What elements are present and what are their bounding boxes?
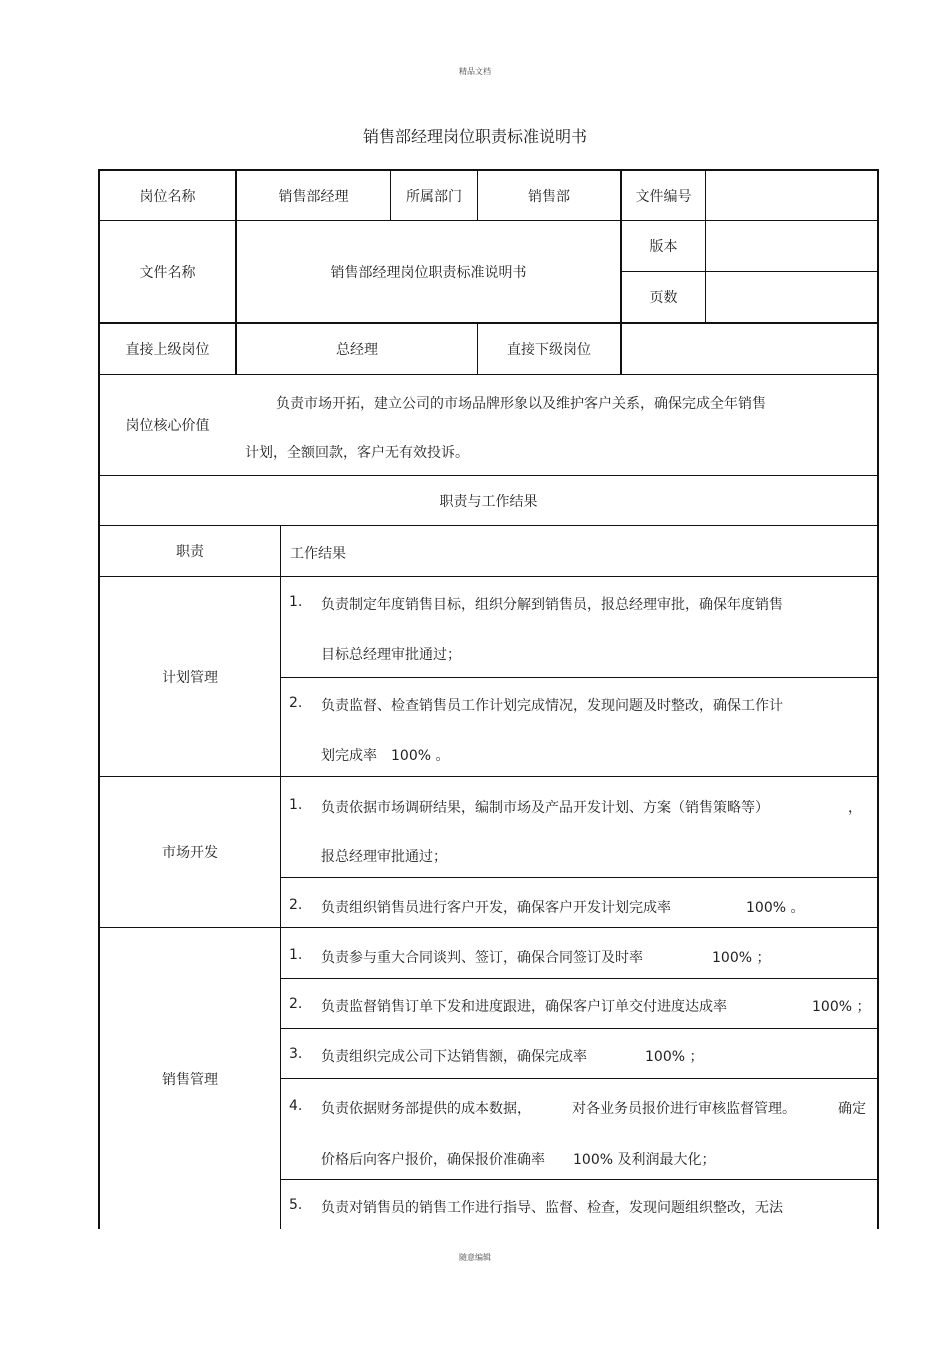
item-text-line-1: 负责参与重大合同谈判、签订，确保合同签订及时率: [321, 950, 643, 966]
duty-market-development: 市场开发: [162, 845, 218, 861]
core-value-label: 岗位核心价值: [125, 418, 210, 434]
item-text-line-2: 价格后向客户报价，确保报价准确率 100% 及利润最大化；: [321, 1152, 716, 1168]
item-number: 1.: [289, 797, 303, 813]
item-text-line-1: 负责制定年度销售目标，组织分解到销售员，报总经理审批，确保年度销售: [321, 597, 783, 613]
item-text-line-2: 报总经理审批通过；: [321, 849, 447, 865]
item-text-line-1: 负责监督、检查销售员工作计划完成情况，发现问题及时整改，确保工作计: [321, 698, 783, 714]
item-text-line-1: 负责组织完成公司下达销售额，确保完成率: [321, 1049, 587, 1065]
item-number: 5.: [289, 1197, 303, 1213]
item-text-line-1-end: ，: [848, 800, 862, 816]
header-note: 精品文档: [459, 67, 491, 76]
pages-label: 页数: [649, 290, 678, 306]
item-text-line-1-end: 100% ；: [812, 999, 871, 1015]
item-text-line-1-mid: 对各业务员报价进行审核监督管理。: [572, 1101, 796, 1117]
doc-name-label: 文件名称: [139, 264, 196, 281]
item-text-line-2: 目标总经理审批通过；: [321, 647, 461, 663]
item-text-line-1-end: 100% ；: [712, 950, 771, 966]
item-text-line-1: 负责依据财务部提供的成本数据，: [321, 1101, 531, 1117]
item-number: 1.: [289, 594, 303, 610]
item-text-line-1-end: 确定: [838, 1101, 866, 1117]
superior-label: 直接上级岗位: [125, 342, 210, 358]
version-value: [706, 221, 877, 271]
footer-note: 随意编辑: [459, 1253, 491, 1262]
item-text-line-1-end: 100% ；: [645, 1049, 704, 1065]
duty-column-header: 职责: [176, 544, 204, 560]
superior-value: 总经理: [336, 342, 378, 358]
item-number: 2.: [289, 996, 303, 1012]
position-value: 销售部经理: [278, 188, 349, 205]
subordinate-label: 直接下级岗位: [507, 342, 591, 358]
result-column-header: 工作结果: [290, 546, 346, 562]
doc-number-value: [706, 171, 877, 220]
document-title: 销售部经理岗位职责标准说明书: [362, 127, 587, 146]
item-text-line-2: 划完成率 100% 。: [321, 748, 450, 764]
item-text-line-1: 负责监督销售订单下发和进度跟进，确保客户订单交付进度达成率: [321, 999, 727, 1015]
item-number: 3.: [289, 1046, 303, 1062]
department-value: 销售部: [528, 188, 570, 205]
item-text-line-1: 负责组织销售员进行客户开发，确保客户开发计划完成率: [321, 900, 671, 916]
doc-name-value: 销售部经理岗位职责标准说明书: [330, 264, 527, 281]
department-label: 所属部门: [406, 188, 462, 205]
item-number: 2.: [289, 695, 303, 711]
item-text-line-1: 负责依据市场调研结果，编制市场及产品开发计划、方案（销售策略等）: [321, 800, 769, 816]
section-title: 职责与工作结果: [439, 493, 538, 510]
subordinate-value: [622, 324, 877, 374]
item-text-line-1-end: 100% 。: [746, 900, 805, 916]
duty-sales-management: 销售管理: [162, 1071, 218, 1088]
core-value-line-2: 计划，全额回款，客户无有效投诉。: [245, 445, 469, 461]
doc-number-label: 文件编号: [635, 188, 692, 205]
duty-plan-management: 计划管理: [162, 669, 218, 686]
item-number: 1.: [289, 947, 303, 963]
item-text-line-1: 负责对销售员的销售工作进行指导、监督、检查，发现问题组织整改，无法: [321, 1200, 783, 1216]
core-value-line-1: 负责市场开拓，建立公司的市场品牌形象以及维护客户关系，确保完成全年销售: [276, 396, 766, 412]
version-label: 版本: [649, 239, 678, 255]
pages-value: [706, 272, 877, 322]
item-number: 4.: [289, 1098, 303, 1114]
item-number: 2.: [289, 897, 303, 913]
position-label: 岗位名称: [139, 188, 196, 205]
